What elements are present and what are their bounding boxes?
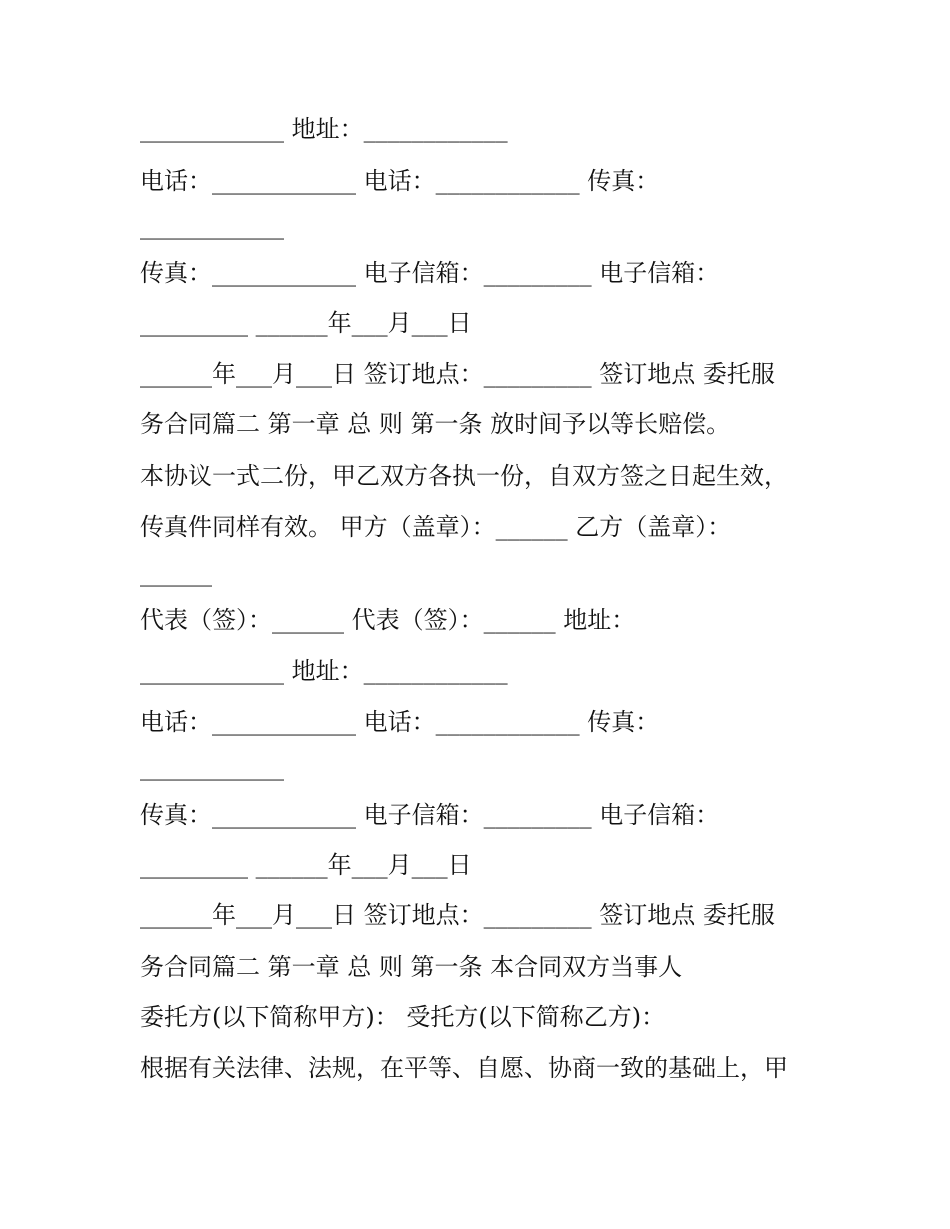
text-line: ______年___月___日 签订地点：_________ 签订地点 委托服 xyxy=(140,360,775,388)
text-line: ____________ 地址：____________ xyxy=(140,657,508,685)
text-line: 传真件同样有效。 甲方（盖章）：______ 乙方（盖章）： xyxy=(140,513,732,541)
text-line: 代表（签）：______ 代表（签）：______ 地址： xyxy=(140,606,636,634)
text-line: ____________ xyxy=(140,753,284,781)
text-line: ____________ 地址：____________ xyxy=(140,115,508,143)
text-line: 根据有关法律、法规，在平等、自愿、协商一致的基础上，甲 xyxy=(140,1054,788,1082)
text-line: 务合同篇二 第一章 总 则 第一条 放时间予以等长赔偿。 xyxy=(140,410,731,438)
text-line: ____________ xyxy=(140,212,284,240)
text-line: 本协议一式二份，甲乙双方各执一份，自双方签之日起生效， xyxy=(140,462,788,490)
text-line: 电话：____________ 电话：____________ 传真： xyxy=(140,708,660,736)
text-line: 务合同篇二 第一章 总 则 第一条 本合同双方当事人 xyxy=(140,953,683,981)
text-line: 委托方(以下简称甲方)： 受托方(以下简称乙方)： xyxy=(140,1003,666,1031)
text-line: 电话：____________ 电话：____________ 传真： xyxy=(140,167,660,195)
text-line: 传真：____________ 电子信箱：_________ 电子信箱： xyxy=(140,259,720,287)
text-line: 传真：____________ 电子信箱：_________ 电子信箱： xyxy=(140,801,720,829)
text-line: _________ ______年___月___日 xyxy=(140,851,472,879)
text-line: ______年___月___日 签订地点：_________ 签订地点 委托服 xyxy=(140,901,775,929)
text-line: ______ xyxy=(140,559,212,587)
text-line: _________ ______年___月___日 xyxy=(140,309,472,337)
